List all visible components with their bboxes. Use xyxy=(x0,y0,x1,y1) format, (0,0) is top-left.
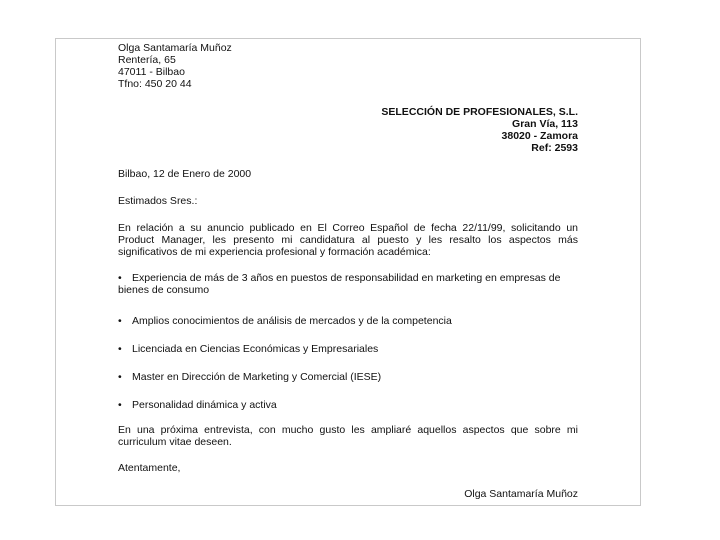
recipient-ref: Ref: 2593 xyxy=(531,142,578,154)
sender-block xyxy=(118,42,578,90)
list-item-text: Personalidad dinámica y activa xyxy=(132,399,277,411)
recipient-company: SELECCIÓN DE PROFESIONALES, S.L. xyxy=(381,106,578,118)
signature: Olga Santamaría Muñoz xyxy=(464,488,578,500)
sender-city: 47011 - Bilbao xyxy=(118,66,185,78)
list-item-text: Master en Dirección de Marketing y Comercial (IESE) xyxy=(132,371,382,383)
sender-name: Olga Santamaría Muñoz xyxy=(118,42,232,54)
date-line: Bilbao, 12 de Enero de 2000 xyxy=(118,168,252,180)
recipient-street: Gran Vía, 113 xyxy=(512,118,578,130)
recipient-block xyxy=(118,106,578,154)
recipient-city: 38020 - Zamora xyxy=(501,130,578,142)
sender-street: Rentería, 65 xyxy=(118,54,176,66)
list-item-text: Experiencia de más de 3 años en puestos de responsabilidad en marketing en empresas de bienes de consumo xyxy=(118,272,561,296)
salutation: Estimados Sres.: xyxy=(118,195,198,207)
bullet-icon: • xyxy=(118,272,122,284)
list-item-text: Licenciada en Ciencias Económicas y Empresariales xyxy=(132,343,379,355)
bullet-icon: • xyxy=(118,399,122,411)
list-item-text: Amplios conocimientos de análisis de mercados y de la competencia xyxy=(132,315,452,327)
intro-paragraph: En relación a su anuncio publicado en El Correo Español de fecha 22/11/99, solicitando un Product Manager, les presento mi candidatura al puesto y les resalto los aspectos más significativos de mi experiencia profesional y formación académica: xyxy=(118,222,578,258)
list-item xyxy=(118,315,578,327)
list-item xyxy=(118,399,578,411)
list-item xyxy=(118,371,578,383)
closing-paragraph: En una próxima entrevista, con mucho gusto les ampliaré aquellos aspectos que sobre mi curriculum vitae deseen. xyxy=(118,424,578,448)
list-item xyxy=(118,272,578,296)
bullet-icon: • xyxy=(118,315,122,327)
bullet-icon: • xyxy=(118,343,122,355)
farewell: Atentamente, xyxy=(118,462,181,474)
list-item xyxy=(118,343,578,355)
sender-phone: Tfno: 450 20 44 xyxy=(118,78,192,90)
bullet-icon: • xyxy=(118,371,122,383)
